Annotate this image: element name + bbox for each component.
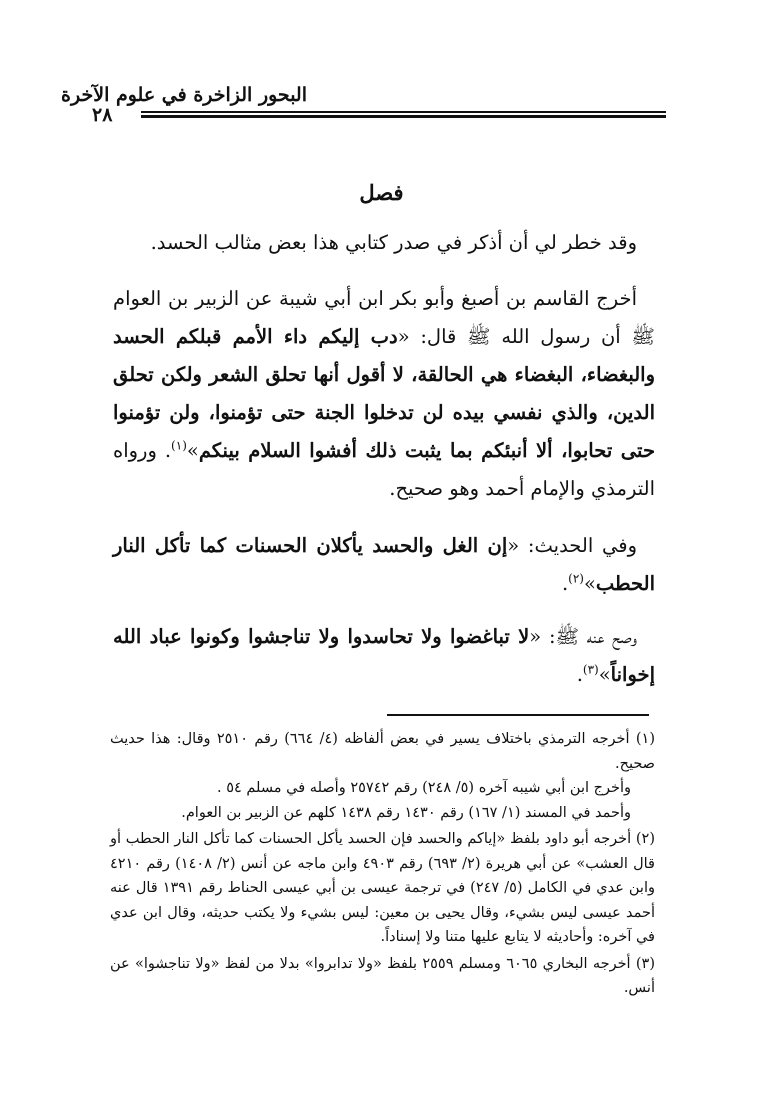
footnote-3: (٣) أخرجه البخاري ٦٠٦٥ ومسلم ٢٥٥٩ بلفظ «ولا تدابروا» بدلا من لفظ «ولا تناجشوا» عن أنس. <box>110 955 655 996</box>
paragraph-hadith-3 <box>113 618 655 694</box>
footnote-1-line-b: وأخرج ابن أبي شيبه آخره (٥/ ٢٤٨) رقم ٢٥٧٤٢ وأصله في مسلم ٥٤ . <box>217 780 631 796</box>
page-number: ٢٨ <box>92 104 113 126</box>
footnote-1-line-a: (١) أخرجه الترمذي باختلاف يسير في بعض ألفاظه (٤/ ٦٦٤) رقم ٢٥١٠ وقال: هذا حديث صحيح. <box>110 731 655 772</box>
hadith-1-end: . ورواه الترمذي والإمام أحمد وهو صحيح. <box>113 439 655 500</box>
hadith-2-end: . <box>561 572 569 595</box>
hadith-3-intro: وصح عنه ﷺ: « <box>529 625 637 648</box>
hadith-3-close: » <box>598 663 611 686</box>
paragraph-hadith-2 <box>113 527 655 603</box>
footnotes <box>110 727 655 1003</box>
header-rule-thin <box>141 111 666 113</box>
footnote-ref-3[interactable]: (٣) <box>582 662 599 677</box>
footnote-ref-2[interactable]: (٢) <box>568 571 584 586</box>
footnote-2: (٢) أخرجه أبو داود بلفظ «إياكم والحسد فإن الحسد يأكل الحسنات كما تأكل النار الحطب أو قال العشب» عن أبي هريرة (٢/ ٦٩٣) رقم ٤٩٠٣ وابن ماجه عن أنس (٢/ ١٤٠٨) رقم ٤٢١٠ وابن عدي في الكامل (٥/ ٢٤٧) في ترجمة عيسى بن أبي عيسى الحناط رقم ١٣٩١ قال عنه أحمد عيسى ليس بشيء، وقال يحيى بن معين: ليس بشيء ولا يكتب حديثه، وقال ابن عدي في آخره: وأحاديثه لا يتابع عليها متنا ولا إسناداً. <box>110 831 655 945</box>
footnote-1 <box>110 727 655 825</box>
hadith-2-intro: وفي الحديث: « <box>507 534 637 557</box>
paragraph-intro-text: وقد خطر لي أن أذكر في صدر كتابي هذا بعض مثالب الحسد. <box>150 231 637 254</box>
footnote-separator <box>387 714 649 716</box>
hadith-1-intro: أخرج القاسم بن أصبغ وأبو بكر ابن أبي شيبة عن الزبير بن العوام ﷺ أن رسول الله ﷺ قال: « <box>113 287 655 348</box>
hadith-3-text: لا تباغضوا ولا تحاسدوا ولا تناجشوا وكونوا عباد الله إخواناً <box>113 625 655 686</box>
running-header-title: البحور الزاخرة في علوم الآخرة <box>61 84 307 106</box>
hadith-1-close: » <box>186 439 199 462</box>
section-title: فصل <box>359 180 404 205</box>
footnote-1-line-c: وأحمد في المسند (١/ ١٦٧) رقم ١٤٣٠ رقم ١٤٣٨ كلهم عن الزبير بن العوام. <box>181 804 631 821</box>
hadith-2-text: إن الغل والحسد يأكلان الحسنات كما تأكل النار الحطب <box>113 534 655 595</box>
hadith-2-close: » <box>583 572 596 595</box>
hadith-1-text: دب إليكم داء الأمم قبلكم الحسد والبغضاء، البغضاء هي الحالقة، لا أقول أنها تحلق الشعر ولكن تحلق الدين، والذي نفسي بيده لن تدخلوا الجنة حتى تؤمنوا، ولن تؤمنوا حتى تحابوا، ألا أنبئكم بما يثبت ذلك أفشوا السلام بينكم <box>113 325 655 462</box>
paragraph-intro <box>113 224 655 262</box>
footnote-ref-1[interactable]: (١) <box>171 438 187 453</box>
paragraph-hadith-1 <box>113 280 655 508</box>
header-rule-thick <box>141 115 666 118</box>
hadith-3-end: . <box>576 663 583 686</box>
